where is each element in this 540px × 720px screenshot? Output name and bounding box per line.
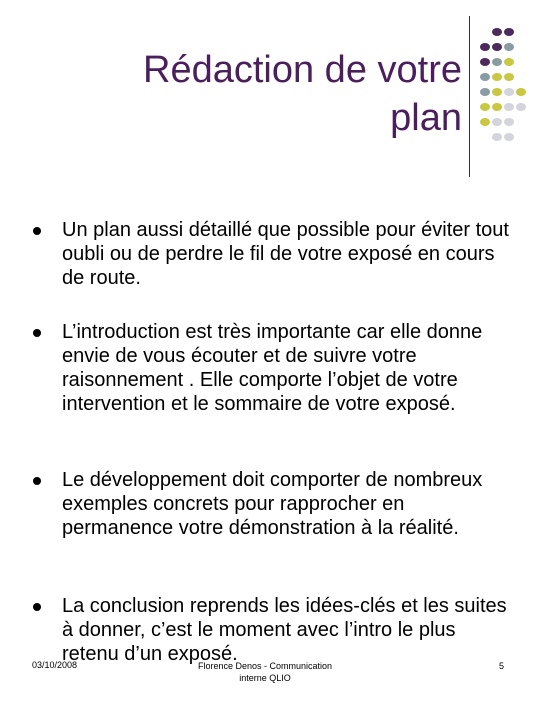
decorative-dot-icon	[492, 28, 502, 36]
bullet-dot-icon	[33, 477, 41, 485]
decorative-dot-icon	[504, 43, 514, 51]
footer-date: 03/10/2008	[32, 660, 78, 670]
bullet-dot-icon	[33, 227, 41, 235]
decorative-dot-icon	[504, 103, 514, 111]
decorative-dot-icon	[516, 88, 526, 96]
decorative-dot-icon	[492, 133, 502, 141]
decorative-dot-icon	[504, 133, 514, 141]
bullet-text: Un plan aussi détaillé que possible pour éviter tout oubli ou de perdre le fil de votre exposé en cours de route.	[62, 219, 509, 289]
title-divider	[469, 16, 470, 177]
decorative-dot-icon	[480, 43, 490, 51]
footer-page-number: 5	[498, 661, 504, 671]
decorative-dot-icon	[480, 103, 490, 111]
decorative-dot-icon	[504, 88, 514, 96]
bullet-dot-icon	[33, 603, 41, 611]
slide-title	[62, 46, 462, 142]
footer-author: Florence Denos - Communication interne QLIO	[197, 661, 333, 683]
bullet-text: La conclusion reprends les idées-clés et les suites à donner, c’est le moment avec l’intro le plus retenu d’un exposé.	[62, 595, 507, 665]
decorative-dot-icon	[492, 103, 502, 111]
bullet-text: Le développement doit comporter de nombreux exemples concrets pour rapprocher en permanence votre démonstration à la réalité.	[62, 469, 483, 539]
decorative-dot-icon	[492, 43, 502, 51]
decorative-dot-icon	[504, 58, 514, 66]
decorative-dot-icon	[492, 73, 502, 81]
decorative-dot-icon	[492, 88, 502, 96]
decorative-dot-icon	[480, 88, 490, 96]
decorative-dot-icon	[516, 103, 526, 111]
decorative-dot-icon	[492, 118, 502, 126]
decorative-dot-icon	[480, 118, 490, 126]
decorative-dot-icon	[480, 73, 490, 81]
bullet-text: L’introduction est très importante car elle donne envie de vous écouter et de suivre votre raisonnement . Elle comporte l’objet de votre intervention et le sommaire de votre exposé.	[62, 321, 483, 415]
decorative-dot-icon	[504, 118, 514, 126]
decorative-dot-grid	[480, 28, 540, 158]
title-line-1: Rédaction de votre	[143, 49, 462, 91]
title-line-2: plan	[390, 97, 462, 139]
decorative-dot-icon	[480, 58, 490, 66]
decorative-dot-icon	[504, 73, 514, 81]
bullet-dot-icon	[33, 329, 41, 337]
decorative-dot-icon	[504, 28, 514, 36]
decorative-dot-icon	[492, 58, 502, 66]
